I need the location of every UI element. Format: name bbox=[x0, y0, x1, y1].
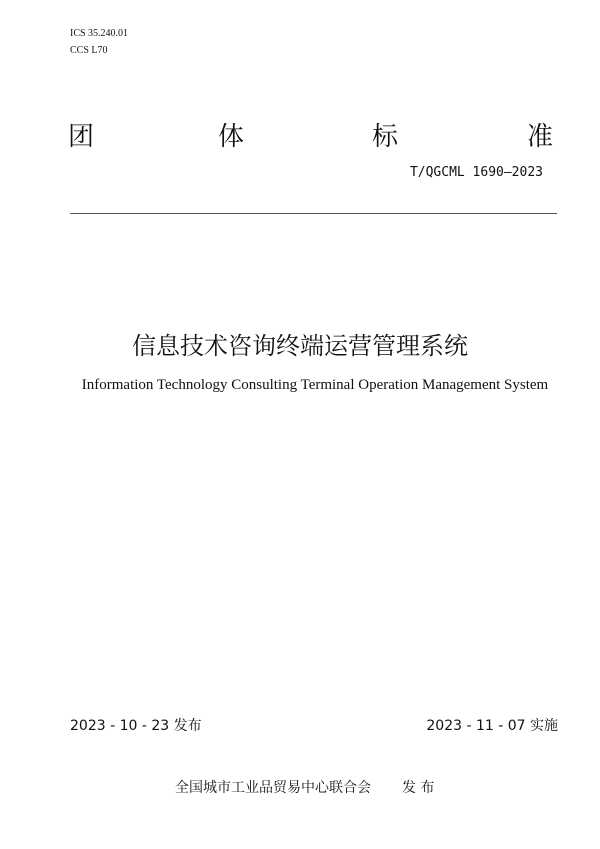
standard-type-char: 标 bbox=[372, 122, 399, 152]
standard-type-char: 体 bbox=[218, 122, 245, 152]
standard-type-char: 准 bbox=[527, 122, 554, 152]
publisher-action: 发 布 bbox=[402, 780, 435, 796]
ics-code: ICS 35.240.01 bbox=[70, 28, 129, 39]
ccs-code: CCS L70 bbox=[70, 45, 108, 56]
title-en: Information Technology Consulting Terminal Operation Management System bbox=[81, 377, 549, 393]
divider bbox=[70, 213, 557, 214]
standard-type-char: 团 bbox=[68, 122, 95, 152]
title-cn: 信息技术咨询终端运营管理系统 bbox=[132, 332, 468, 360]
publish-date: 2023 - 10 - 23 发布 bbox=[70, 718, 202, 734]
standard-number: T/QGCML 1690—2023 bbox=[409, 165, 543, 180]
implement-date: 2023 - 11 - 07 实施 bbox=[426, 718, 558, 734]
publisher: 全国城市工业品贸易中心联合会 bbox=[175, 780, 371, 796]
